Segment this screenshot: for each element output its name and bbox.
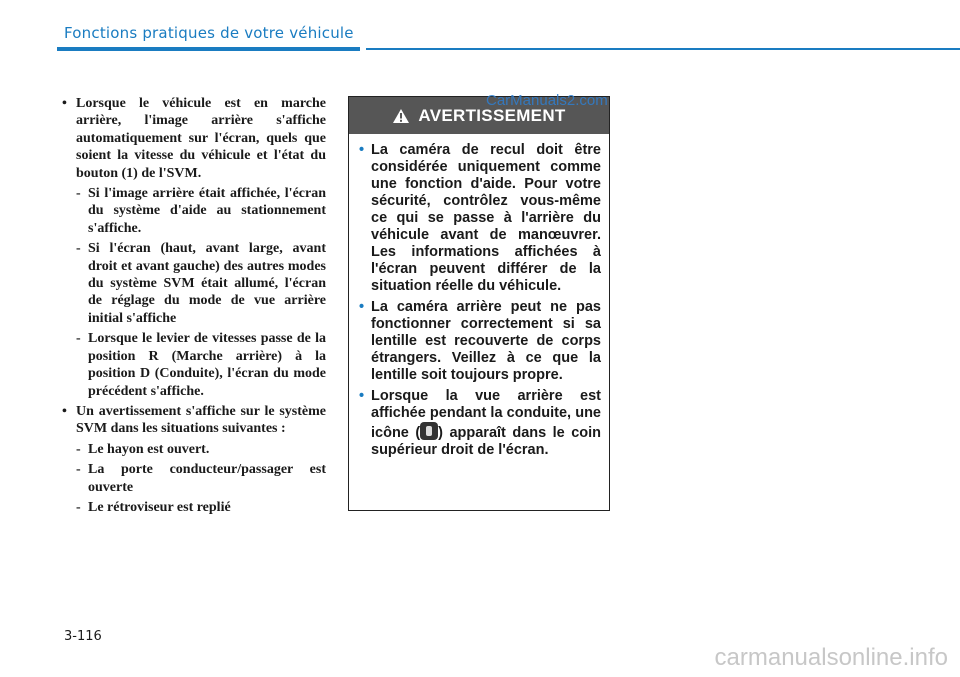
section-title: Fonctions pratiques de votre véhicule	[64, 24, 354, 42]
sub-item: - Lorsque le levier de vitesses passe de la position R (Marche arrière) à la position D (Conduite), l'écran du mode précédent s'affiche.	[76, 331, 326, 399]
header-rule-thick	[57, 47, 360, 51]
bullet-item: • Lorsque le véhicule est en marche arrière, l'image arrière s'affiche automatiquement sur l'écran, quels que soient la vitesse du véhicule et l'état du bouton (1) de l'SVM.	[62, 95, 326, 182]
warning-item: • Lorsque la vue arrière est affichée pendant la conduite, une icône ( ) apparaît dans le coin supérieur droit de l'écran.	[359, 388, 602, 458]
warning-box	[348, 96, 610, 511]
camera-icon	[420, 422, 438, 440]
left-column	[62, 95, 326, 519]
warning-triangle-icon	[392, 108, 410, 124]
sub-item: - Si l'image arrière était affichée, l'écran du système d'aide au stationnement s'affiche.	[76, 186, 326, 236]
sub-item: - Si l'écran (haut, avant large, avant droit et avant gauche) des autres modes du système SVM était allumé, l'écran de réglage du mode de vue arrière initial s'affiche	[76, 241, 326, 326]
sub-item: - Le rétroviseur est replié	[76, 499, 231, 515]
header-rule-thin	[366, 48, 960, 50]
warning-body	[349, 134, 609, 459]
sub-item: - Le hayon est ouvert.	[76, 441, 210, 457]
page-number: 3-116	[64, 629, 102, 644]
warning-item: • La caméra arrière peut ne pas fonctionner correctement si sa lentille est recouverte de corps étrangers. Veillez à ce que la lentille soit toujours propre.	[359, 299, 601, 383]
warning-item: • La caméra de recul doit être considérée uniquement comme une fonction d'aide. Pour votre sécurité, contrôlez vous-même ce qui se passe à l'arrière du véhicule avant de manœuvrer. Les informations affichées à l'écran peuvent différer de la situation réelle du véhicule.	[359, 142, 601, 294]
watermark-bottom: carmanualsonline.info	[714, 644, 948, 671]
sub-item: - La porte conducteur/passager est ouverte	[76, 462, 326, 495]
bullet-item: • Un avertissement s'affiche sur le système SVM dans les situations suivantes :	[62, 403, 326, 438]
warning-title: AVERTISSEMENT	[418, 105, 566, 125]
watermark-top: CarManuals2.com	[486, 92, 608, 109]
